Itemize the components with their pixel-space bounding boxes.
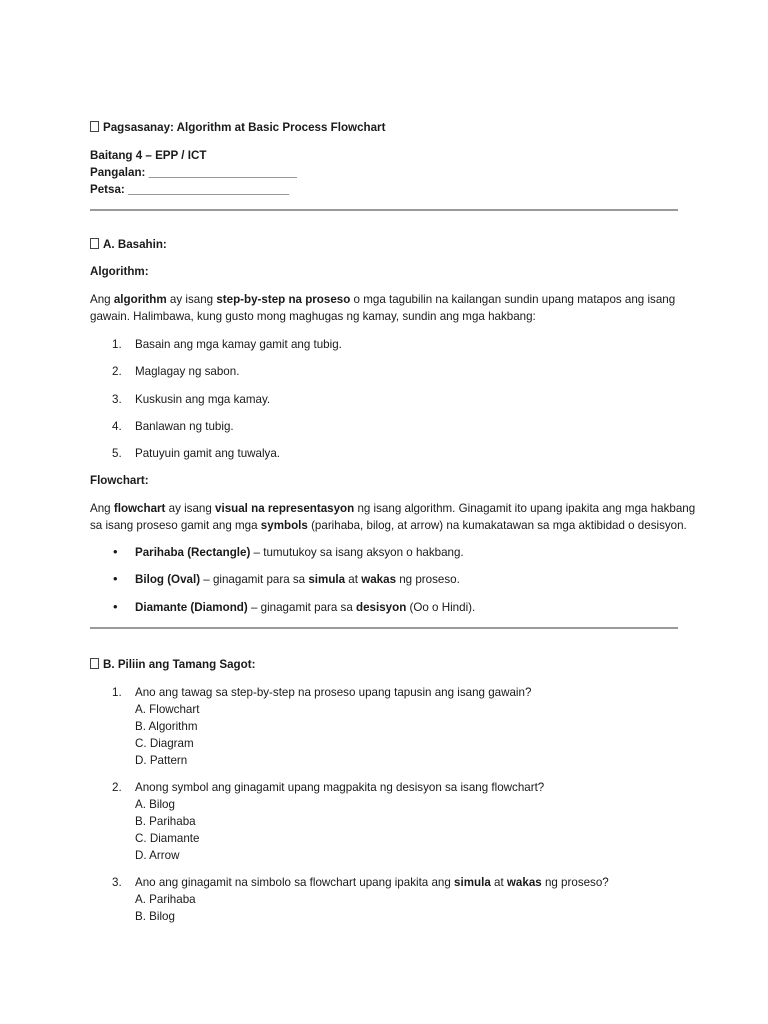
- question-text: Ano ang tawag sa step-by-step na proseso upang tapusin ang isang gawain?: [135, 686, 532, 699]
- list-item: Bilog (Oval) – ginagamit para sa simula at wakas ng proseso.: [135, 573, 460, 586]
- section-b-heading: B. Piliin ang Tamang Sagot:: [90, 658, 255, 671]
- list-number: 5.: [112, 447, 122, 460]
- missing-glyph-icon: [90, 121, 99, 132]
- list-number: 4.: [112, 420, 122, 433]
- flowchart-paragraph-line-1: Ang flowchart ay isang visual na representasyon ng isang algorithm. Ginagamit ito upang ipakita ang mga hakbang: [90, 502, 696, 515]
- name-field-label: Pangalan: _______________________: [90, 166, 297, 179]
- answer-option: B. Algorithm: [135, 720, 198, 733]
- answer-option: C. Diagram: [135, 737, 194, 750]
- divider: [90, 209, 678, 211]
- list-item: Basain ang mga kamay gamit ang tubig.: [135, 338, 342, 351]
- bullet-icon: •: [113, 571, 118, 586]
- bullet-icon: •: [113, 599, 118, 614]
- answer-option: A. Parihaba: [135, 893, 196, 906]
- answer-option: D. Arrow: [135, 849, 180, 862]
- answer-option: A. Bilog: [135, 798, 175, 811]
- question-text: Anong symbol ang ginagamit upang magpakita ng desisyon sa isang flowchart?: [135, 781, 545, 794]
- missing-glyph-icon: [90, 238, 99, 249]
- answer-option: D. Pattern: [135, 754, 188, 767]
- flowchart-title: Flowchart:: [90, 474, 149, 487]
- divider: [90, 627, 678, 629]
- list-item: Kuskusin ang mga kamay.: [135, 393, 271, 406]
- answer-option: B. Parihaba: [135, 815, 196, 828]
- section-a-heading: A. Basahin:: [90, 238, 167, 251]
- answer-option: C. Diamante: [135, 832, 200, 845]
- list-number: 1.: [112, 338, 122, 351]
- list-item: Diamante (Diamond) – ginagamit para sa desisyon (Oo o Hindi).: [135, 601, 476, 614]
- algorithm-title: Algorithm:: [90, 265, 149, 278]
- list-item: Maglagay ng sabon.: [135, 365, 240, 378]
- date-field-label: Petsa: _________________________: [90, 183, 290, 196]
- question-number: 3.: [112, 876, 122, 889]
- algorithm-paragraph-line-1: Ang algorithm ay isang step-by-step na proseso o mga tagubilin na kailangan sundin upang matapos ang isang: [90, 293, 676, 306]
- list-number: 3.: [112, 393, 122, 406]
- list-item: Banlawan ng tubig.: [135, 420, 234, 433]
- list-item: Patuyuin gamit ang tuwalya.: [135, 447, 281, 460]
- grade-line: Baitang 4 – EPP / ICT: [90, 149, 207, 162]
- worksheet-title: Pagsasanay: Algorithm at Basic Process Flowchart: [90, 121, 385, 134]
- question-text: Ano ang ginagamit na simbolo sa flowchart upang ipakita ang simula at wakas ng proseso?: [135, 876, 609, 889]
- list-item: Parihaba (Rectangle) – tumutukoy sa isang aksyon o hakbang.: [135, 546, 464, 559]
- list-number: 2.: [112, 365, 122, 378]
- question-number: 1.: [112, 686, 122, 699]
- question-number: 2.: [112, 781, 122, 794]
- answer-option: B. Bilog: [135, 910, 175, 923]
- flowchart-paragraph-line-2: sa isang proseso gamit ang mga symbols (parihaba, bilog, at arrow) na kumakatawan sa mga aktibidad o desisyon.: [90, 519, 687, 532]
- algorithm-paragraph-line-2: gawain. Halimbawa, kung gusto mong maghugas ng kamay, sundin ang mga hakbang:: [90, 310, 536, 323]
- answer-option: A. Flowchart: [135, 703, 200, 716]
- bullet-icon: •: [113, 544, 118, 559]
- missing-glyph-icon: [90, 658, 99, 669]
